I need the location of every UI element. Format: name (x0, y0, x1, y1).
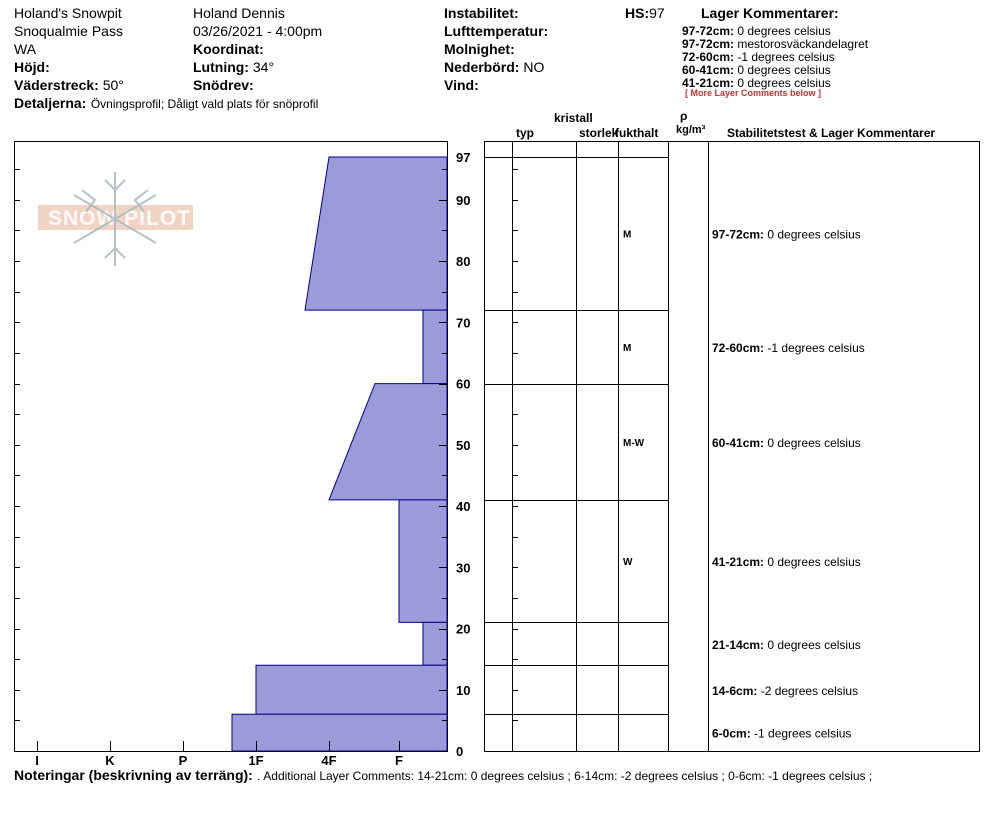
moisture-label: W (623, 557, 633, 569)
aspect-label: Väderstreck: (14, 77, 99, 93)
layer-comment-text: -1 degrees celsius (750, 726, 852, 741)
pit-location: Snoqualmie Pass (14, 23, 123, 39)
hardness-axis-label: P (178, 753, 188, 768)
depth-axis-label: 60 (456, 376, 471, 392)
layer-comment-range: 41-21cm: (712, 555, 765, 570)
depth-axis-label: 0 (456, 744, 464, 759)
layer-comment-entry (712, 638, 861, 652)
layer-comment-range: 97-72cm: (682, 24, 735, 38)
pit-state: WA (14, 41, 37, 57)
depth-axis-label: 97 (456, 150, 471, 165)
layer-comment-text: -1 degrees celsius (737, 50, 835, 64)
layer-comment-entry (712, 436, 861, 450)
depth-axis-label: 10 (456, 682, 471, 698)
coordinate-label: Koordinat: (193, 41, 264, 57)
stability-heading: Stabilitetstest & Lager Kommentarer (727, 126, 936, 140)
depth-axis-label: 70 (456, 315, 471, 331)
hardness-layer-bar (423, 310, 447, 383)
hardness-layer-bar (329, 384, 447, 500)
hardness-layer-bar (305, 157, 447, 310)
details-label: Detaljerna: (14, 95, 87, 111)
layer-comment-text: 0 degrees celsius (737, 63, 831, 77)
pit-name: Holand's Snowpit (14, 5, 122, 21)
observer-name: Holand Dennis (193, 5, 285, 21)
hardness-axis-label: I (35, 753, 39, 768)
layer-comment-entry (712, 228, 861, 242)
layer-comment-text: -2 degrees celsius (757, 683, 859, 698)
depth-axis-label: 80 (456, 254, 471, 270)
moisture-label: M (623, 342, 632, 354)
hs-value: 97 (649, 5, 665, 21)
notes-text: . Additional Layer Comments: 14-21cm: 0 degrees celsius ; 6-14cm: -2 degrees celsius ; 0-6cm: -1 degrees celsius ; (257, 769, 873, 783)
layer-comment-range: 97-72cm: (682, 37, 735, 51)
snowpilot-logo-text: SNOW PILOT (48, 207, 191, 230)
layer-comment-text: 0 degrees celsius (764, 637, 861, 652)
layer-comment-text: 0 degrees celsius (737, 76, 831, 90)
instability-label: Instabilitet: (444, 5, 519, 21)
notes-label: Noteringar (beskrivning av terräng): (14, 767, 253, 783)
precipitation-value: NO (523, 59, 545, 75)
layer-comment-text: 0 degrees celsius (764, 555, 861, 570)
layer-comment-range: 72-60cm: (682, 50, 735, 64)
air-temperature-label: Lufttemperatur: (444, 23, 549, 39)
moisture-heading: fukthalt (615, 126, 659, 140)
hardness-axis-label: 1F (248, 753, 264, 768)
layer-comment-text: 0 degrees celsius (764, 435, 861, 450)
density-rho-heading: ρ (680, 109, 688, 123)
density-unit-heading: kg/m³ (676, 124, 706, 136)
hardness-layer-bar (399, 500, 447, 622)
more-layer-comments-link[interactable]: [ More Layer Comments below ] (685, 88, 822, 98)
depth-axis-label: 20 (456, 621, 471, 637)
layer-comment-entry (712, 684, 858, 698)
moisture-label: M (623, 229, 632, 241)
layer-comment-entry (712, 341, 865, 355)
depth-axis-label: 30 (456, 560, 471, 576)
layer-comment-range: 6-0cm: (712, 726, 751, 741)
layer-comment-text: 0 degrees celsius (737, 24, 831, 38)
details-value: Övningsprofil; Dåligt vald plats för snöprofil (90, 97, 319, 111)
depth-axis-label: 90 (456, 192, 471, 208)
hardness-axis-label: 4F (321, 753, 337, 768)
layer-comment-range: 72-60cm: (712, 340, 765, 355)
hardness-layer-bar (423, 622, 447, 665)
layer-comment-text: mestorosväckandelagret (737, 37, 869, 51)
depth-axis-label: 40 (456, 499, 471, 515)
moisture-label: M-W (623, 437, 645, 449)
layer-comment-range: 97-72cm: (712, 227, 765, 242)
layer-comment-range: 60-41cm: (682, 63, 735, 77)
hs-label: HS: (625, 5, 650, 21)
crystal-type-heading: typ (516, 126, 534, 140)
crystal-size-heading: storlek (579, 126, 619, 140)
drift-label: Snödrev: (193, 77, 254, 93)
crystal-heading: kristall (554, 111, 593, 125)
notes-row (14, 768, 872, 784)
layer-comment-text: 0 degrees celsius (764, 227, 861, 242)
snowflake-icon (74, 172, 156, 266)
layer-comment-range: 60-41cm: (712, 435, 765, 450)
depth-axis-label: 50 (456, 437, 471, 453)
layer-comments-title: Lager Kommentarer: (701, 5, 839, 21)
observation-datetime: 03/26/2021 - 4:00pm (193, 23, 323, 39)
layer-comment-range: 41-21cm: (682, 76, 735, 90)
layer-comment-text: -1 degrees celsius (764, 340, 865, 355)
hardness-layer-bar (232, 714, 447, 751)
cloud-cover-label: Molnighet: (444, 41, 515, 57)
precipitation-label: Nederbörd: (444, 59, 520, 75)
layer-comment-range: 21-14cm: (712, 637, 765, 652)
wind-label: Vind: (444, 77, 479, 93)
layer-comment-entry (712, 727, 851, 741)
hardness-axis-label: K (105, 753, 115, 768)
slope-label: Lutning: (193, 59, 249, 75)
hardness-axis-label: F (395, 753, 403, 768)
hardness-layer-bar (256, 665, 447, 714)
aspect-value: 50° (102, 77, 124, 93)
layer-comment-entry (712, 555, 861, 569)
elevation-label: Höjd: (14, 59, 50, 75)
slope-value: 34° (252, 59, 275, 75)
layer-comment-range: 14-6cm: (712, 683, 758, 698)
